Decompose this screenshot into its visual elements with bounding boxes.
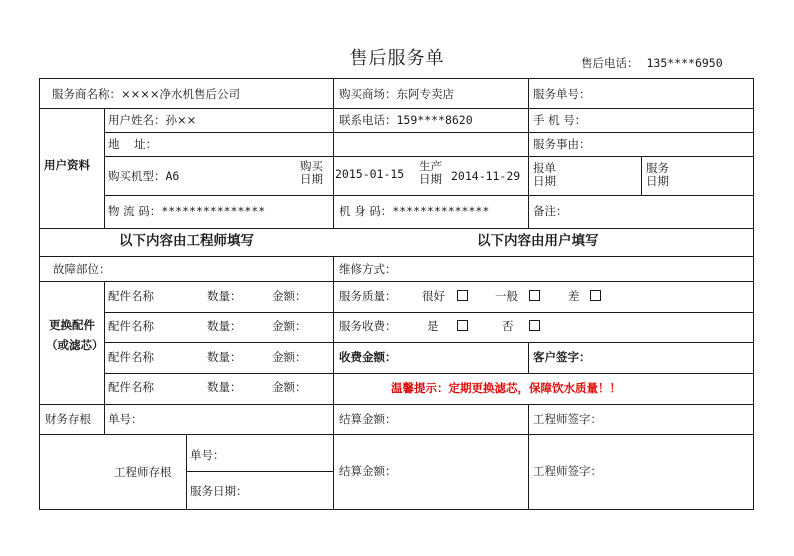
quality-poor-label: 差 <box>568 289 580 303</box>
quality-good-checkbox[interactable] <box>457 290 468 301</box>
hotline <box>581 55 723 71</box>
engineer-stub-number-field[interactable]: 单号： <box>190 448 225 462</box>
quality-good-label: 很好 <box>422 289 445 303</box>
warm-tip: 温馨提示：定期更换滤芯，保障饮水质量！！ <box>391 381 621 395</box>
address-field[interactable]: 地 址： <box>108 137 158 151</box>
quality-poor-checkbox[interactable] <box>590 290 601 301</box>
service-number-field[interactable]: 服务单号： <box>533 87 591 101</box>
rule-v <box>104 108 105 229</box>
rule-h <box>186 471 333 472</box>
purchase-date-label: 购买日期 <box>300 159 323 186</box>
finance-amount-field[interactable]: 结算金额： <box>339 412 397 426</box>
part-name: 配件名称 <box>108 289 154 303</box>
service-charge-label: 服务收费： <box>339 319 397 333</box>
rule-v <box>528 404 529 510</box>
part-amount[interactable]: 金额： <box>272 289 307 303</box>
logistics-code-value: *************** <box>161 204 266 218</box>
rule-v <box>186 434 187 510</box>
contact-phone-label: 联系电话： <box>339 113 397 127</box>
quality-normal-label: 一般 <box>495 289 518 303</box>
part-name: 配件名称 <box>108 350 154 364</box>
logistics-code-label: 物 流 码： <box>108 204 162 218</box>
rule-v <box>104 281 105 435</box>
rule-h <box>39 404 753 405</box>
engineer-stub-date-field[interactable]: 服务日期： <box>190 484 248 498</box>
finance-engineer-signature-field[interactable]: 工程师签字： <box>533 412 602 426</box>
fault-part-field[interactable]: 故障部位： <box>53 262 111 276</box>
user-name: 用户姓名：孙×× <box>108 113 197 127</box>
engineer-stub-label: 工程师存根 <box>114 465 172 479</box>
rule-h <box>39 434 753 435</box>
hotline-label: 售后电话： <box>581 56 639 70</box>
purchase-model-label: 购买机型： <box>108 169 166 183</box>
rule-v <box>333 256 334 510</box>
purchase-model-value: A6 <box>165 169 180 183</box>
contact-phone <box>339 113 473 127</box>
report-date-field[interactable]: 报单日期 <box>533 161 556 188</box>
engineer-stub-signature-field[interactable]: 工程师签字： <box>533 464 602 478</box>
remark-field[interactable]: 备注： <box>533 204 568 218</box>
rule-h <box>104 195 753 196</box>
charge-yes-label: 是 <box>427 319 439 333</box>
rule-h <box>39 78 753 79</box>
parts-replacement-label: 更换配件（或滤芯） <box>46 318 104 352</box>
part-qty[interactable]: 数量： <box>207 350 242 364</box>
part-name: 配件名称 <box>108 319 154 333</box>
part-amount[interactable]: 金额： <box>272 350 307 364</box>
fee-amount-field[interactable]: 收费金额： <box>339 350 397 364</box>
service-date-field[interactable]: 服务日期 <box>646 161 669 188</box>
production-date-label: 生产日期 <box>419 159 442 186</box>
rule-h <box>39 509 753 510</box>
part-amount[interactable]: 金额： <box>272 380 307 394</box>
rule-v <box>528 342 529 374</box>
charge-no-label: 否 <box>502 319 514 333</box>
service-reason-field[interactable]: 服务事由： <box>533 137 591 151</box>
charge-no-checkbox[interactable] <box>529 320 540 331</box>
purchase-mall: 购买商场：东阿专卖店 <box>339 87 454 101</box>
part-name: 配件名称 <box>108 380 154 394</box>
rule-h <box>104 373 753 374</box>
rule-v <box>39 78 40 510</box>
purchase-model <box>108 169 179 183</box>
rule-h <box>104 156 753 157</box>
mobile-field[interactable]: 手 机 号： <box>533 113 587 127</box>
rule-h <box>39 256 753 257</box>
charge-yes-checkbox[interactable] <box>457 320 468 331</box>
engineer-section-header: 以下内容由工程师填写 <box>119 233 254 249</box>
rule-v <box>528 78 529 229</box>
service-quality-label: 服务质量： <box>339 289 397 303</box>
rule-v <box>333 78 334 229</box>
part-qty[interactable]: 数量： <box>207 380 242 394</box>
quality-normal-checkbox[interactable] <box>529 290 540 301</box>
rule-h <box>39 108 753 109</box>
rule-h <box>104 342 753 343</box>
repair-method-field[interactable]: 维修方式： <box>339 262 397 276</box>
form-title: 售后服务单 <box>349 48 445 69</box>
machine-code-value: ************** <box>392 204 490 218</box>
machine-code <box>339 204 489 218</box>
purchase-date: 2015-01-15 <box>335 167 405 181</box>
finance-number-field[interactable]: 单号： <box>108 412 143 426</box>
rule-h <box>39 228 753 229</box>
finance-stub-label: 财务存根 <box>45 412 91 426</box>
user-info-label: 用户资料 <box>44 158 90 172</box>
logistics-code <box>108 204 265 218</box>
rule-h <box>104 312 753 313</box>
rule-h <box>39 281 753 282</box>
machine-code-label: 机 身 码： <box>339 204 393 218</box>
part-qty[interactable]: 数量： <box>207 289 242 303</box>
rule-h <box>104 132 753 133</box>
contact-phone-value: 159****8620 <box>396 113 473 127</box>
part-amount[interactable]: 金额： <box>272 319 307 333</box>
rule-v <box>753 78 754 510</box>
engineer-stub-amount-field[interactable]: 结算金额： <box>339 464 397 478</box>
user-section-header: 以下内容由用户填写 <box>477 233 599 249</box>
rule-v <box>641 156 642 196</box>
part-qty[interactable]: 数量： <box>207 319 242 333</box>
hotline-number: 135****6950 <box>646 56 723 70</box>
customer-signature-field[interactable]: 客户签字： <box>533 350 591 364</box>
provider-name: 服务商名称：××××净水机售后公司 <box>52 87 241 101</box>
production-date: 2014-11-29 <box>451 169 521 183</box>
